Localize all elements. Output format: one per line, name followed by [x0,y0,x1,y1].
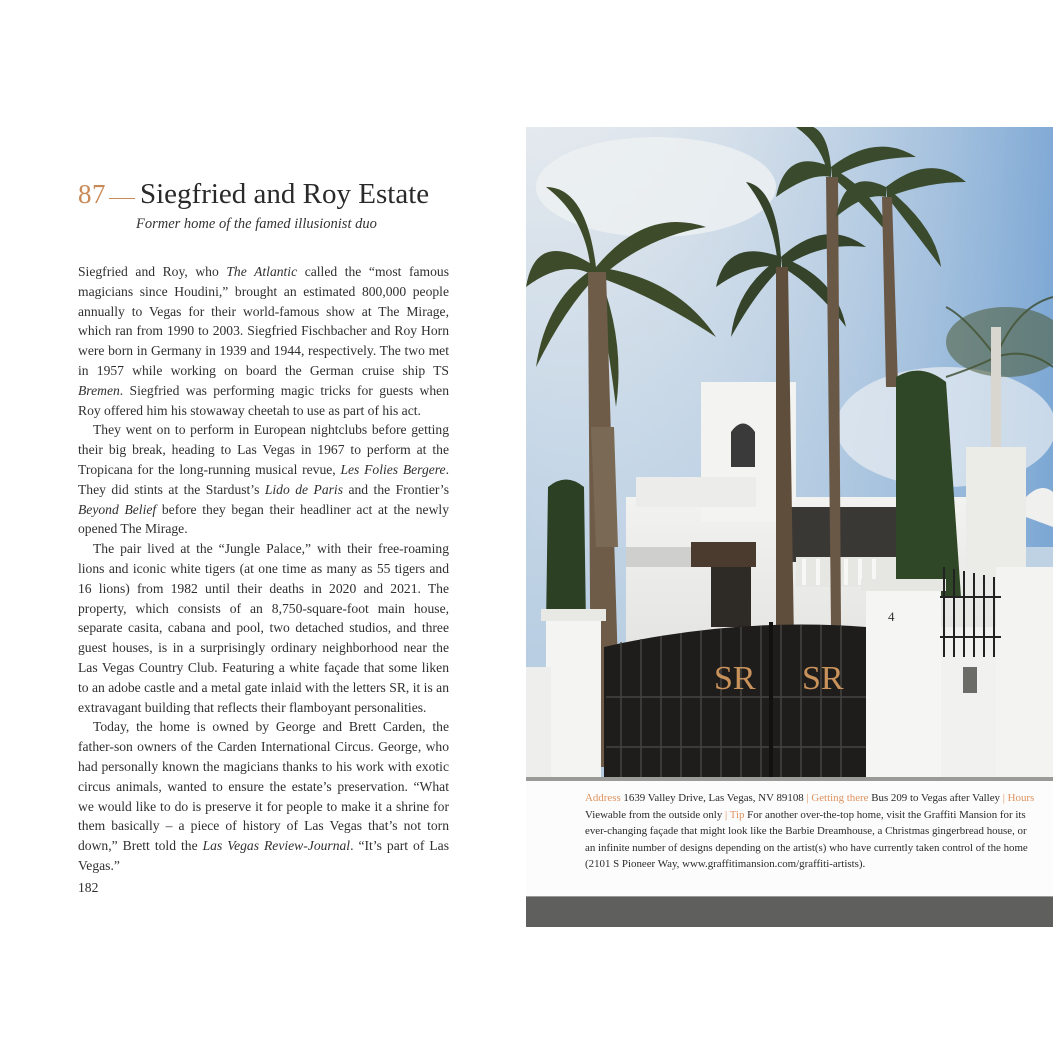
publication-atlantic: The Atlantic [226,264,298,279]
ship-name: Bremen [78,382,120,398]
paragraph-3: The pair lived at the “Jungle Palace,” with their free-roaming lions and iconic white tigers (at one time as many as 55 tigers and 16 lions) from 1982 until their deaths in 2020 and 2021. The property, which consists of an 8,750-square-foot main house, separate casita, cabana and pool, two detached studios, and three guest houses, is in a surprisingly ordinary neighborhood near the Las Vegas Country Club. Featuring a white façade that some liken to an adobe castle and a metal gate inlaid with the letters SR, it is an extravagant building that reflects their flamboyant personalities. [78,541,449,715]
getting-there-value: Bus 209 to Vegas after Valley [868,792,1003,804]
show-lido: Lido de Paris [264,481,343,497]
tip-value: For another over-the-top home, visit the Graffiti Mansion for its ever-changing façade that might look like the Barbie Dreamhouse, a Christmas gingerbread house, or an infinite number of designs depending on the artist(s) who have currently taken control of the home (2101 S Pioneer Way, www.graffitimansion.com/graffiti-artists). [585,808,1028,871]
entry-rule [109,198,135,199]
separator: | [806,792,809,804]
hours-label: Hours [1007,792,1035,804]
address-value: 1639 Valley Drive, Las Vegas, NV 89108 [620,792,807,804]
revue-name: Les Folies Bergere [340,461,446,477]
getting-there-label: Getting there [811,792,869,804]
paragraph-1: Siegfried and Roy, who The Atlantic called the “most famous magicians since Houdini,” brought an estimated 800,000 people annually to Vegas for their world-famous show at The Mirage, which ran from 1990 to 2003. Siegfried Fischbacher and Roy Horn were born in Germany in 1939 and 1944, respectively. The two met in 1957 while working on board the German cruise ship TS Bremen. Siegfried was performing magic tricks for guests when Roy offered him his stowaway cheetah to use as part of his act. [78,264,449,418]
address-label: Address [585,792,621,804]
hours-value: Viewable from the outside only [585,808,725,821]
entry-header [78,178,478,211]
entry-title: Siegfried and Roy Estate [140,178,430,210]
tip-label: Tip [729,808,745,821]
left-page [0,0,526,1053]
publication-review-journal: Las Vegas Review-Journal [202,838,351,854]
gate-monogram-right: SR [802,660,844,697]
separator: | [1002,792,1005,804]
article-body [78,262,449,876]
entry-number: 87 [78,179,106,209]
gate-monogram-left: SR [714,660,756,697]
paragraph-2: They went on to perform in European nightclubs before getting their big break, heading to Las Vegas in 1967 to perform at the Tropicana for the long-running musical revue, Les Folies Bergere. They did stints at the Stardust’s Lido de Paris and the Frontier’s Beyond Belief before they began their headliner act at the newly opened The Mirage. [78,422,449,537]
paragraph-4: Today, the home is owned by George and Brett Carden, the father-son owners of the Carden International Circus. George, who had personally known the magicians thanks to his work with exotic circus animals, wanted to ensure the estate’s preservation. “What we would like to do is preserve it for people to make it a shrine for them basically – a piece of history of Las Vegas that’s not torn down,” Brett told the Las Vegas Review-Journal. “It’s part of Las Vegas.” [78,719,450,873]
show-beyond-belief: Beyond Belief [78,501,157,517]
info-text [585,790,1035,873]
separator: | [724,808,728,821]
pillar-number: 4 [888,609,895,624]
page-number: 182 [78,880,99,895]
info-box [526,781,1053,896]
entry-subtitle: Former home of the famed illusionist duo [136,216,377,232]
